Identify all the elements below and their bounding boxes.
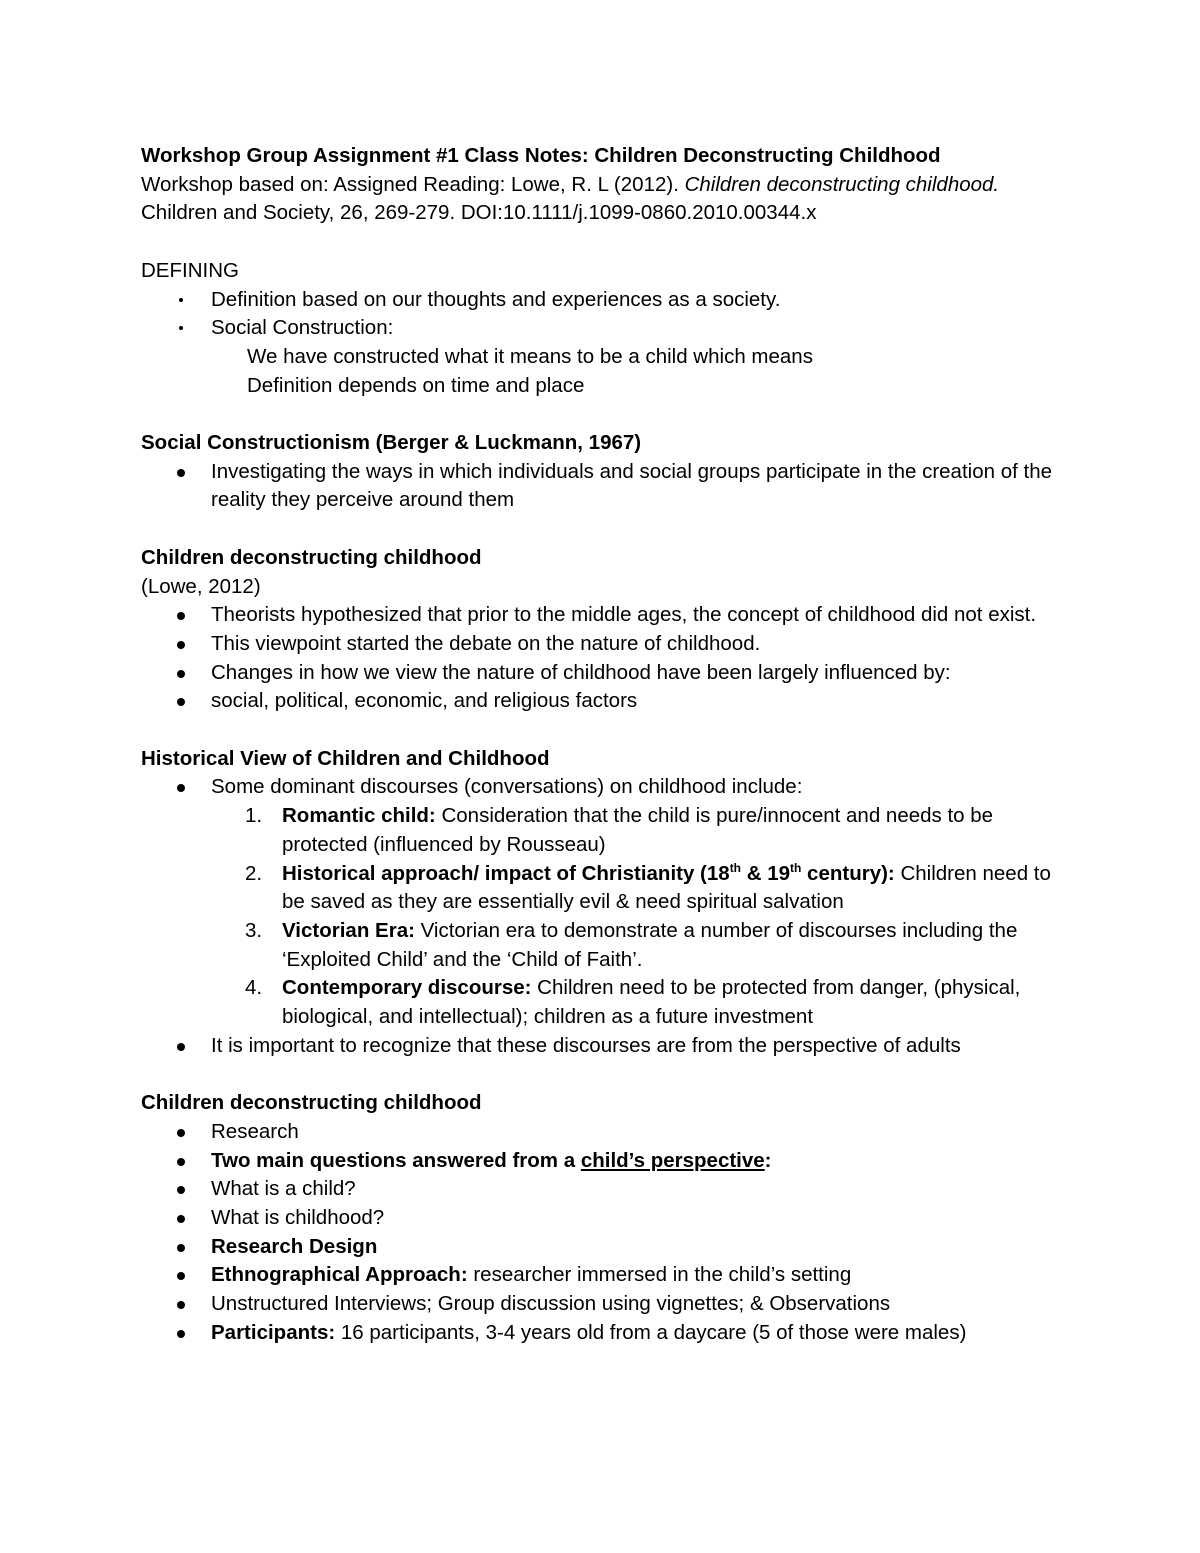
list-item: social, political, economic, and religious factors bbox=[141, 687, 1061, 716]
discourse-term bbox=[282, 862, 895, 885]
research-list bbox=[141, 1118, 1061, 1348]
list-item bbox=[141, 1147, 1061, 1176]
discourse-term-part: Historical approach/ impact of Christianity (18 bbox=[282, 861, 730, 885]
ethno-text: researcher immersed in the child’s setting bbox=[467, 1263, 852, 1287]
historical-closing-list bbox=[141, 1032, 1061, 1061]
list-item: Theorists hypothesized that prior to the middle ages, the concept of childhood did not exist. bbox=[141, 601, 1061, 630]
item-number: 2. bbox=[245, 861, 263, 885]
reading-citation: Children and Society, 26, 269-279. DOI:10.1111/j.1099-0860.2010.00344.x bbox=[141, 201, 817, 225]
defining-list bbox=[141, 286, 1061, 343]
list-item bbox=[141, 1261, 1061, 1290]
list-item: Unstructured Interviews; Group discussion using vignettes; & Observations bbox=[141, 1290, 1061, 1319]
childs-perspective: child’s perspective bbox=[580, 1148, 765, 1172]
list-item: What is childhood? bbox=[141, 1204, 1061, 1233]
section-heading-children-deconstructing: Children deconstructing childhood bbox=[141, 545, 482, 569]
discourse-term: Victorian Era: bbox=[282, 918, 415, 942]
list-item: It is important to recognize that these discourses are from the perspective of adults bbox=[141, 1032, 1061, 1061]
questions-text: Two main questions answered from a bbox=[211, 1148, 581, 1172]
participants-text: 16 participants, 3-4 years old from a daycare (5 of those were males) bbox=[335, 1320, 967, 1344]
sub-line: We have constructed what it means to be a child which means bbox=[247, 344, 813, 368]
list-item: What is a child? bbox=[141, 1175, 1061, 1204]
section-heading-historical-view: Historical View of Children and Childhood bbox=[141, 746, 550, 770]
participants-term: Participants: bbox=[211, 1320, 336, 1344]
reading-reference bbox=[141, 171, 1061, 200]
list-item: Some dominant discourses (conversations) on childhood include: bbox=[141, 773, 1061, 802]
list-item: Research bbox=[141, 1118, 1061, 1147]
discourse-item bbox=[141, 974, 1061, 1031]
sub-line: Definition depends on time and place bbox=[247, 373, 585, 397]
discourse-term: Romantic child: bbox=[282, 804, 436, 828]
section-citation: (Lowe, 2012) bbox=[141, 574, 261, 598]
document-title: Workshop Group Assignment #1 Class Notes: Children Deconstructing Childhood bbox=[141, 144, 941, 167]
discourse-item bbox=[141, 917, 1061, 974]
discourse-list bbox=[141, 802, 1061, 1032]
reading-reference-text: Workshop based on: Assigned Reading: Lowe, R. L (2012). bbox=[141, 172, 685, 196]
discourse-text: Children need to be protected from danger, (physical, biological, and intellectual); children as a future investment bbox=[282, 976, 1021, 1029]
list-item: Changes in how we view the nature of childhood have been largely influenced by: bbox=[141, 659, 1061, 688]
ordinal-suffix: th bbox=[790, 860, 802, 875]
ordinal-suffix: th bbox=[729, 860, 742, 875]
discourse-term-part: & 19 bbox=[741, 861, 791, 885]
discourse-text: Children need to be saved as they are essentially evil & need spiritual salvation bbox=[282, 861, 1051, 914]
list-item: Definition based on our thoughts and experiences as a society. bbox=[141, 286, 1061, 315]
discourse-term: Contemporary discourse: bbox=[282, 976, 532, 1000]
discourse-item bbox=[141, 802, 1061, 859]
list-item: This viewpoint started the debate on the nature of childhood. bbox=[141, 630, 1061, 659]
section-heading-children-deconstructing-2: Children deconstructing childhood bbox=[141, 1091, 482, 1115]
document-body bbox=[141, 142, 1061, 1347]
list-item: Social Construction: bbox=[141, 314, 1061, 343]
discourse-text: Victorian era to demonstrate a number of discourses including the ‘Exploited Child’ and the ‘Child of Faith’. bbox=[282, 918, 1018, 971]
discourse-text: Consideration that the child is pure/innocent and needs to be protected (influenced by Rousseau) bbox=[282, 804, 994, 856]
discourse-item bbox=[141, 860, 1061, 917]
list-item bbox=[141, 1319, 1061, 1348]
social-constructionism-list bbox=[141, 458, 1061, 515]
list-item: Research Design bbox=[141, 1233, 1061, 1262]
ethno-term: Ethnographical Approach: bbox=[211, 1263, 468, 1287]
section-heading-defining: DEFINING bbox=[141, 258, 239, 282]
questions-colon: : bbox=[764, 1148, 772, 1172]
list-item: Investigating the ways in which individuals and social groups participate in the creation of the reality they perceive around them bbox=[141, 458, 1061, 515]
reading-title: Children deconstructing childhood. bbox=[684, 172, 1000, 196]
item-number: 1. bbox=[245, 804, 263, 828]
historical-list bbox=[141, 773, 1061, 802]
section-heading-social-constructionism: Social Constructionism (Berger & Luckmann, 1967) bbox=[141, 431, 642, 454]
item-number: 4. bbox=[245, 976, 263, 1000]
children-deconstructing-list bbox=[141, 601, 1061, 716]
discourse-term-part: century): bbox=[801, 861, 895, 885]
item-number: 3. bbox=[245, 918, 263, 942]
